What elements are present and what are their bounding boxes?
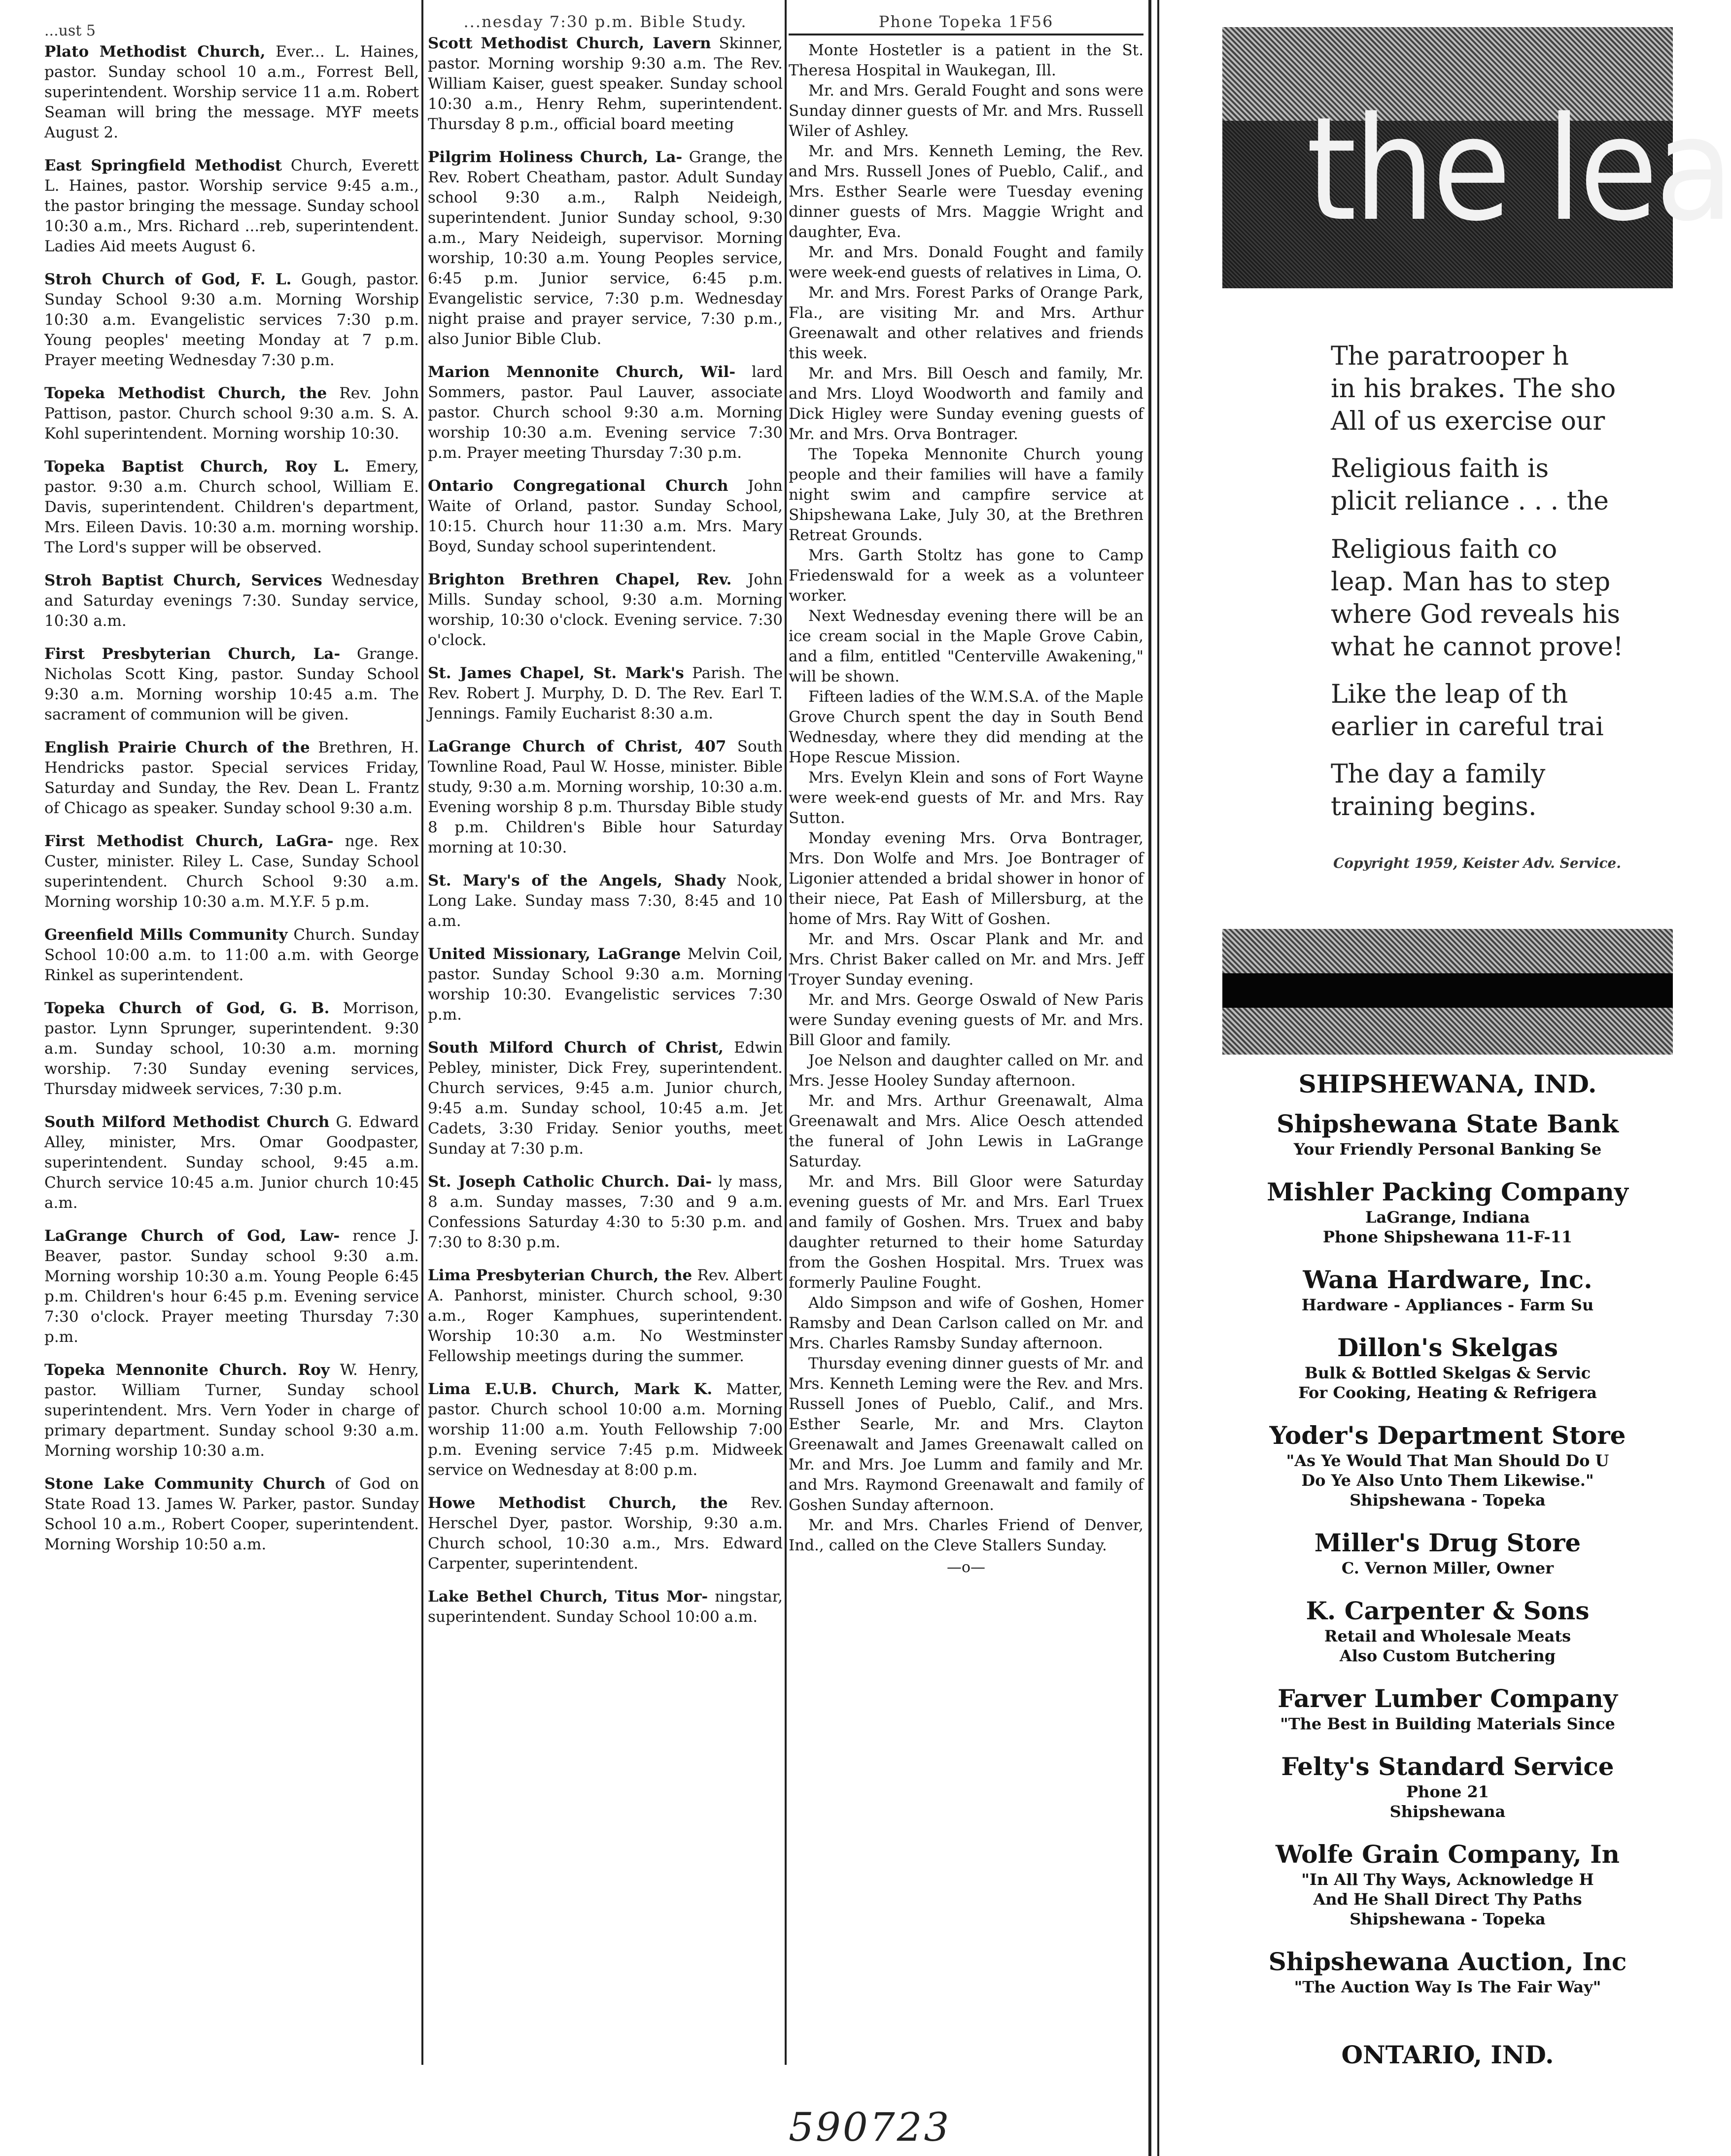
sponsor-city-heading: SHIPSHEWANA, IND. [1298, 1069, 1597, 1098]
church-entry-text [428, 1587, 783, 1627]
church-entry [428, 362, 783, 463]
column-top-fragment: ...nesday 7:30 p.m. Bible Study. [463, 12, 747, 31]
sponsor-city-heading: ONTARIO, IND. [1341, 2040, 1554, 2069]
church-details: Rev. Albert A. Panhorst, minister. Church school, 9:30 a.m., Roger Kamphues, superintendent. Worship 10:30 a.m. No Westminster Fellowship meetings during the summer. [428, 1266, 783, 1365]
news-item: Mr. and Mrs. Kenneth Leming, the Rev. and Mrs. Russell Jones of Pueblo, Calif., and Mrs. Esther Searle were Tuesday evening dinner guests of Mrs. Maggie Wright and daughter, Eva. [789, 142, 1143, 241]
church-entry-text [428, 362, 783, 463]
sponsor-tagline: "In All Thy Ways, Acknowledge H [1301, 1870, 1594, 1889]
ad-line: in his brakes. The sho [1331, 374, 1616, 404]
church-entry [44, 270, 419, 371]
sponsor-block [1222, 1751, 1673, 1821]
sponsor-name: Shipshewana Auction, Inc [1268, 1947, 1627, 1976]
news-item: Monday evening Mrs. Orva Bontrager, Mrs. Don Wolfe and Mrs. Joe Bontrager of Ligonier attended a bridal shower in honor of their niece, Pat Eash of Millersburg, at the home of Mrs. Ray Witt of Goshen. [789, 829, 1143, 928]
sponsor-block [1222, 1333, 1673, 1403]
sponsor-block [1222, 1947, 1673, 1997]
page-date-fragment: ...ust 5 [44, 22, 96, 39]
church-name: St. Mary's of the Angels, Shady [428, 872, 726, 890]
ad-line: Like the leap of th [1331, 680, 1568, 709]
sponsor-name: K. Carpenter & Sons [1306, 1596, 1590, 1625]
news-item: Fifteen ladies of the W.M.S.A. of the Maple Grove Church spent the day in South Bend Wednesday, where they did mending at the Hope Rescue Mission. [789, 688, 1143, 766]
ad-line: earlier in careful trai [1331, 712, 1604, 742]
church-entry [44, 383, 419, 444]
church-details: Gough, pastor. Sunday School 9:30 a.m. Morning Worship 10:30 a.m. Evangelistic services 7:30 p.m. Young peoples' meeting Monday at 7 p.m. Prayer meeting Wednesday 7:30 p.m. [44, 271, 419, 369]
church-name: LaGrange Church of God, Law- [44, 1227, 340, 1245]
column-rule [785, 0, 787, 2065]
ad-line: The day a family [1331, 759, 1546, 789]
church-ad-panel [1222, 0, 1731, 2156]
column-top-fragment: Phone Topeka 1F56 [878, 12, 1054, 31]
church-entry-text [44, 1360, 419, 1461]
ad-divider-banner [1222, 929, 1673, 1055]
sponsor-tagline: Hardware - Appliances - Farm Su [1301, 1296, 1594, 1314]
church-details: Grange. Nicholas Scott King, pastor. Sunday School 9:30 a.m. Morning worship 10:45 a.m. The sacrament of communion will be given. [44, 645, 419, 723]
church-entry-text [44, 1226, 419, 1347]
news-item: Mr. and Mrs. Gerald Fought and sons were Sunday dinner guests of Mr. and Mrs. Russell Wiler of Ashley. [789, 82, 1143, 140]
sponsor-tagline: For Cooking, Heating & Refrigera [1298, 1383, 1597, 1402]
ad-line: where God reveals his [1331, 600, 1621, 629]
church-entry [44, 738, 419, 819]
sponsor-block [1222, 1596, 1673, 1666]
church-details: Church, Everett L. Haines, pastor. Worship service 9:45 a.m., the pastor bringing the message. Sunday school 10:30 a.m., Mrs. Richard ...reb, superintendent. Ladies Aid meets August 6. [44, 157, 419, 255]
church-name: Stroh Church of God, F. L. [44, 271, 292, 288]
church-entry-text [44, 831, 419, 912]
church-details: Church. Sunday School 10:00 a.m. to 11:00 a.m. with George Rinkel as superintendent. [44, 926, 419, 984]
church-name: LaGrange Church of Christ, 407 [428, 738, 727, 755]
sponsor-tagline: Your Friendly Personal Banking Se [1293, 1140, 1602, 1159]
sponsor-name: Wolfe Grain Company, In [1276, 1840, 1620, 1869]
column-church-notices-2 [428, 10, 783, 1640]
church-entry-text [428, 737, 783, 858]
sponsor-block [1222, 1839, 1673, 1929]
archive-stamp: 590723 [789, 2104, 951, 2150]
church-entry-text [428, 1038, 783, 1159]
church-entry [428, 944, 783, 1025]
column-local-news [789, 10, 1143, 1576]
sponsor-tagline: Shipshewana - Topeka [1350, 1910, 1546, 1928]
sponsor-tagline: Retail and Wholesale Meats [1324, 1627, 1571, 1645]
banner-halftone [1222, 929, 1673, 973]
ad-line: Religious faith co [1331, 535, 1558, 564]
church-name: Lake Bethel Church, Titus Mor- [428, 1588, 708, 1606]
sponsor-name: Mishler Packing Company [1267, 1177, 1628, 1206]
church-details: Emery, pastor. 9:30 a.m. Church school, William E. Davis, superintendent. Children's department, Mrs. Eileen Davis. 10:30 a.m. morning worship. The Lord's supper will be observed. [44, 458, 419, 556]
church-entry [428, 663, 783, 724]
church-entry-text [44, 42, 419, 143]
church-entry [44, 925, 419, 986]
church-details: Morrison, pastor. Lynn Sprunger, superintendent. 9:30 a.m. Sunday school, 10:30 a.m. morning worship. 7:30 Sunday evening services, Thursday midweek services, 7:30 p.m. [44, 999, 419, 1098]
church-name: Greenfield Mills Community [44, 926, 288, 944]
church-name: United Missionary, LaGrange [428, 945, 681, 963]
church-entry-text [44, 1474, 419, 1555]
church-entry [428, 147, 783, 349]
church-details: G. Edward Alley, minister, Mrs. Omar Goodpaster, superintendent. Sunday school, 9:45 a.m. Church service 10:45 a.m. Junior church 10:45 a.m. [44, 1113, 419, 1212]
news-item: Mr. and Mrs. Bill Oesch and family, Mr. and Mrs. Lloyd Woodworth and family and Dick Higley were Sunday evening guests of Mr. and Mrs. Orva Bontrager. [789, 365, 1143, 443]
church-name: Lima E.U.B. Church, Mark K. [428, 1380, 713, 1398]
church-entry [44, 1474, 419, 1555]
church-entry [428, 737, 783, 858]
church-entry-text [44, 738, 419, 819]
church-details: nge. Rex Custer, minister. Riley L. Case, Sunday School superintendent. Church School 9:30 a.m. Morning worship 10:30 a.m. M.Y.F. 5 p.m. [44, 832, 419, 911]
church-entry-text [44, 571, 419, 631]
church-name: Brighton Brethren Chapel, Rev. [428, 571, 732, 588]
church-details: ly mass, 8 a.m. Sunday masses, 7:30 and 9 a.m. Confessions Saturday 4:30 to 5:30 p.m. and 7:30 to 8:30 p.m. [428, 1173, 783, 1251]
church-details: of God on State Road 13. James W. Parker, pastor. Sunday School 10 a.m., Robert Cooper, superintendent. Morning Worship 10:50 a.m. [44, 1475, 419, 1553]
ad-line: training begins. [1331, 792, 1537, 821]
ad-headline: the lea [1306, 87, 1731, 253]
ad-line: The paratrooper h [1331, 342, 1569, 371]
church-entry [428, 476, 783, 557]
sponsor-tagline: "As Ye Would That Man Should Do U [1286, 1451, 1609, 1470]
ad-line: what he cannot prove! [1331, 632, 1624, 662]
sponsor-name: Miller's Drug Store [1314, 1528, 1581, 1557]
church-details: Ever... L. Haines, pastor. Sunday school 10 a.m., Forrest Bell, superintendent. Worship service 11 a.m. Robert Seaman will bring the message. MYF meets August 2. [44, 43, 419, 141]
sponsor-name: Farver Lumber Company [1278, 1684, 1618, 1713]
sponsor-name: Wana Hardware, Inc. [1303, 1265, 1593, 1294]
news-item: Mr. and Mrs. Donald Fought and family were week-end guests of relatives in Lima, O. [789, 243, 1143, 281]
church-details: lard Sommers, pastor. Paul Lauver, associate pastor. Church school 9:30 a.m. Morning worship 10:30 a.m. Evening service 7:30 p.m. Prayer meeting Thursday 7:30 p.m. [428, 363, 783, 462]
church-entry-text [428, 944, 783, 1025]
church-entry [428, 1493, 783, 1574]
sponsor-tagline: C. Vernon Miller, Owner [1341, 1559, 1554, 1577]
church-details: John Waite of Orland, pastor. Sunday School, 10:15. Church hour 11:30 a.m. Mrs. Mary Boyd, Sunday school superintendent. [428, 477, 783, 555]
church-details: South Townline Road, Paul W. Hosse, minister. Bible study, 9:30 a.m. Morning worship, 10:30 a.m. Evening worship 8 p.m. Thursday Bible study 8 p.m. Children's Bible hour Saturday morning at 10:30. [428, 738, 783, 856]
church-entry-text [44, 998, 419, 1099]
church-name: Stone Lake Community Church [44, 1475, 326, 1493]
church-name: Topeka Methodist Church, the [44, 384, 327, 402]
church-details: ningstar, superintendent. Sunday School 10:00 a.m. [428, 1588, 783, 1626]
church-entry [44, 1112, 419, 1213]
church-entry-text [44, 644, 419, 725]
church-details: Edwin Pebley, minister, Dick Frey, superintendent. Church services, 9:45 a.m. Junior church, 9:45 a.m. Sunday school, 10:45 a.m. Jet Cadets, 3:30 Friday. Senior youths, meet Sunday at 7:30 p.m. [428, 1039, 783, 1158]
church-name: Stroh Baptist Church, Services [44, 572, 322, 589]
church-details: Grange, the Rev. Robert Cheatham, pastor. Adult Sunday school 9:30 a.m., Ralph Neideigh, superintendent. Junior Sunday school, 9:30 a.m., Mary Neideigh, supervisor. Morning worship, 10:30 a.m. Young Peoples service, 6:45 p.m. Junior service, 6:45 p.m. Evangelistic service, 7:30 p.m. Wednesday night praise and prayer service, 7:30 p.m., also Junior Bible Club. [428, 148, 783, 348]
church-entry [428, 1172, 783, 1253]
church-entry-text [44, 270, 419, 371]
church-details: Matter, pastor. Church school 10:00 a.m. Morning worship 11:00 a.m. Youth Fellowship 7:00 p.m. Evening service 7:45 p.m. Midweek service on Wednesday at 8:00 p.m. [428, 1380, 783, 1479]
ad-line: Religious faith is [1331, 454, 1549, 483]
church-entry [44, 998, 419, 1099]
church-entry [44, 156, 419, 257]
church-entry-text [428, 147, 783, 349]
church-entry-text [428, 871, 783, 931]
sponsor-block [1222, 1420, 1673, 1510]
church-name: St. James Chapel, St. Mark's [428, 664, 684, 682]
news-item: Mrs. Garth Stoltz has gone to Camp Friedenswald for a week as a volunteer worker. [789, 547, 1143, 605]
church-details: W. Henry, pastor. William Turner, Sunday school superintendent. Mrs. Vern Yoder in charge of primary department. Sunday school 9:30 a.m. Morning worship 10:30 a.m. [44, 1361, 419, 1460]
church-name: Topeka Church of God, G. B. [44, 999, 330, 1017]
church-details: Parish. The Rev. Robert J. Murphy, D. D. The Rev. Earl T. Jennings. Family Eucharist 8:30 a.m. [428, 664, 783, 722]
church-name: Ontario Congregational Church [428, 477, 728, 495]
church-entry-text [44, 1112, 419, 1213]
church-entry-text [428, 476, 783, 557]
church-details: rence J. Beaver, pastor. Sunday school 9:30 a.m. Morning worship 10:30 a.m. Young People 6:45 p.m. Children's hour 6:45 p.m. Evening service 7:30 o'clock. Prayer meeting Thursday 7:30 p.m. [44, 1227, 419, 1346]
sponsor-tagline: Bulk & Bottled Skelgas & Servic [1304, 1364, 1591, 1382]
banner-bar [1222, 973, 1673, 1008]
news-item: Aldo Simpson and wife of Goshen, Homer Ramsby and Dean Carlson called on Mr. and Mrs. Charles Ramsby Sunday afternoon. [789, 1294, 1143, 1352]
church-entry-text [428, 34, 783, 135]
church-entry [428, 1038, 783, 1159]
church-name: First Presbyterian Church, La- [44, 645, 341, 663]
church-name: Topeka Mennonite Church. Roy [44, 1361, 330, 1379]
church-name: First Methodist Church, LaGra- [44, 832, 334, 850]
news-item: Joe Nelson and daughter called on Mr. and Mrs. Jesse Hooley Sunday afternoon. [789, 1052, 1143, 1090]
church-name: Marion Mennonite Church, Wil- [428, 363, 736, 381]
church-name: East Springfield Methodist [44, 157, 282, 174]
church-entry-text [44, 383, 419, 444]
page-divider-rule [1157, 0, 1159, 2156]
church-entry-text [428, 1379, 783, 1480]
church-entry-text [44, 156, 419, 257]
sponsor-tagline: Also Custom Butchering [1339, 1646, 1556, 1665]
page-divider-rule [1148, 0, 1151, 2156]
church-entry [44, 42, 419, 143]
ad-headline-banner [1222, 27, 1731, 288]
ad-line: leap. Man has to step [1331, 567, 1611, 597]
church-entry [428, 1266, 783, 1367]
sponsor-block [1222, 1528, 1673, 1578]
church-details: John Mills. Sunday school, 9:30 a.m. Morning worship, 10:30 o'clock. Evening service. 7:30 o'clock. [428, 571, 783, 649]
church-name: English Prairie Church of the [44, 739, 310, 756]
sponsor-block [1222, 1265, 1673, 1315]
news-item: Mrs. Evelyn Klein and sons of Fort Wayne were week-end guests of Mr. and Mrs. Ray Sutton. [789, 769, 1143, 827]
church-details: Rev. John Pattison, pastor. Church school 9:30 a.m. S. A. Kohl superintendent. Morning worship 10:30. [44, 384, 419, 443]
church-details: Wednesday and Saturday evenings 7:30. Sunday service, 10:30 a.m. [44, 572, 419, 630]
church-name: Plato Methodist Church, [44, 43, 266, 61]
news-item: Mr. and Mrs. Forest Parks of Orange Park, Fla., are visiting Mr. and Mrs. Arthur Greenawalt and other relatives and friends this week. [789, 284, 1143, 362]
church-entry [44, 571, 419, 631]
church-name: South Milford Methodist Church [44, 1113, 330, 1131]
church-details: Rev. Herschel Dyer, pastor. Worship, 9:30 a.m. Church school, 10:30 a.m., Mrs. Edward Carpenter, superintendent. [428, 1494, 783, 1573]
church-entry [44, 1360, 419, 1461]
church-listing [428, 34, 783, 1627]
church-details: Nook, Long Lake. Sunday mass 7:30, 8:45 and 10 a.m. [428, 872, 783, 930]
column-header-rule [789, 34, 1143, 35]
church-name: Lima Presbyterian Church, the [428, 1266, 692, 1284]
church-entry-text [44, 457, 419, 558]
church-name: Scott Methodist Church, Lavern [428, 34, 711, 52]
church-entry [428, 1587, 783, 1627]
church-entry [44, 1226, 419, 1347]
church-entry-text [428, 570, 783, 650]
sponsor-name: Yoder's Department Store [1269, 1421, 1626, 1450]
news-item: Thursday evening dinner guests of Mr. and Mrs. Kenneth Leming were the Rev. and Mrs. Russell Jones of Pueblo, Calif., and Mrs. Esther Searle, Mr. and Mrs. Clayton Greenawalt and James Greenawalt called on Mr. and Mrs. Joe Lumm and family and Mr. and Mrs. Raymond Greenawalt and family of Goshen Sunday afternoon. [789, 1355, 1143, 1514]
church-entry-text [428, 663, 783, 724]
sponsor-block [1222, 1683, 1673, 1734]
sponsor-block [1222, 1177, 1673, 1247]
sponsor-tagline: LaGrange, Indiana [1365, 1208, 1530, 1227]
sponsor-tagline: Phone Shipshewana 11-F-11 [1322, 1228, 1573, 1246]
news-item: Monte Hostetler is a patient in the St. Theresa Hospital in Waukegan, Ill. [789, 41, 1143, 79]
sponsor-tagline: And He Shall Direct Thy Paths [1313, 1890, 1582, 1909]
sponsor-tagline: Phone 21 [1406, 1782, 1489, 1801]
church-details: Melvin Coil, pastor. Sunday School 9:30 a.m. Morning worship 10:30. Evangelistic services 7:30 p.m. [428, 945, 783, 1024]
sponsor-name: Shipshewana State Bank [1277, 1109, 1619, 1138]
news-item: Next Wednesday evening there will be an ice cream social in the Maple Grove Cabin, and a film, entitled "Centerville Awakening," will be shown. [789, 607, 1143, 685]
church-entry-text [428, 1266, 783, 1367]
news-items [789, 40, 1143, 1556]
church-entry-text [428, 1493, 783, 1574]
church-listing [44, 42, 419, 1555]
church-entry [44, 831, 419, 912]
sponsor-name: Felty's Standard Service [1281, 1752, 1614, 1781]
church-name: Howe Methodist Church, the [428, 1494, 728, 1512]
ad-copyright: Copyright 1959, Keister Adv. Service. [1333, 855, 1621, 871]
church-entry [44, 644, 419, 725]
banner-halftone [1222, 1008, 1673, 1055]
news-item: Mr. and Mrs. Bill Gloor were Saturday evening guests of Mr. and Mrs. Earl Truex and family of Goshen. Mrs. Truex and baby daughter returned to their home Saturday from the Goshen Hospital. Mrs. Truex was formerly Pauline Fought. [789, 1173, 1143, 1292]
sponsor-tagline: Shipshewana [1389, 1802, 1506, 1821]
church-details: Skinner, pastor. Morning worship 9:30 a.m. The Rev. William Kaiser, guest speaker. Sunday school 10:30 a.m., Henry Rehm, superintendent. Thursday 8 p.m., official board meeting [428, 34, 783, 133]
church-entry [428, 570, 783, 650]
church-name: Pilgrim Holiness Church, La- [428, 148, 683, 166]
sponsor-tagline: "The Auction Way Is The Fair Way" [1294, 1978, 1601, 1996]
column-church-notices-1 [44, 22, 419, 1568]
sponsor-tagline: Do Ye Also Unto Them Likewise." [1301, 1471, 1594, 1490]
church-entry [428, 871, 783, 931]
sponsor-tagline: Shipshewana - Topeka [1350, 1491, 1546, 1509]
church-entry [428, 1379, 783, 1480]
sponsor-block [1222, 1109, 1673, 1159]
church-entry [428, 34, 783, 135]
sponsor-name: Dillon's Skelgas [1337, 1333, 1558, 1362]
church-entry-text [428, 1172, 783, 1253]
news-item: Mr. and Mrs. Charles Friend of Denver, Ind., called on the Cleve Stallers Sunday. [789, 1516, 1143, 1554]
church-name: St. Joseph Catholic Church. Dai- [428, 1173, 712, 1191]
news-item: Mr. and Mrs. George Oswald of New Paris were Sunday evening guests of Mr. and Mrs. Bill Gloor and family. [789, 991, 1143, 1049]
church-name: Topeka Baptist Church, Roy L. [44, 458, 349, 476]
column-rule [421, 0, 423, 2065]
news-item: Mr. and Mrs. Oscar Plank and Mr. and Mrs. Christ Baker called on Mr. and Mrs. Jeff Troyer Sunday evening. [789, 930, 1143, 989]
news-item: The Topeka Mennonite Church young people and their families will have a family night swim and campfire service at Shipshewana Lake, July 30, at the Brethren Retreat Grounds. [789, 445, 1143, 544]
ad-line: All of us exercise our [1331, 407, 1605, 436]
news-item: Mr. and Mrs. Arthur Greenawalt, Alma Greenawalt and Mrs. Alice Oesch attended the funeral of John Lewis in LaGrange Saturday. [789, 1092, 1143, 1170]
church-details: Brethren, H. Hendricks pastor. Special services Friday, Saturday and Sunday, the Rev. Dean L. Frantz of Chicago as speaker. Sunday school 9:30 a.m. [44, 739, 419, 817]
church-entry-text [44, 925, 419, 986]
church-name: South Milford Church of Christ, [428, 1039, 724, 1057]
church-entry [44, 457, 419, 558]
ad-line: plicit reliance . . . the [1331, 486, 1609, 516]
sponsor-tagline: "The Best in Building Materials Since [1280, 1714, 1615, 1733]
section-separator: —o— [946, 1559, 986, 1576]
